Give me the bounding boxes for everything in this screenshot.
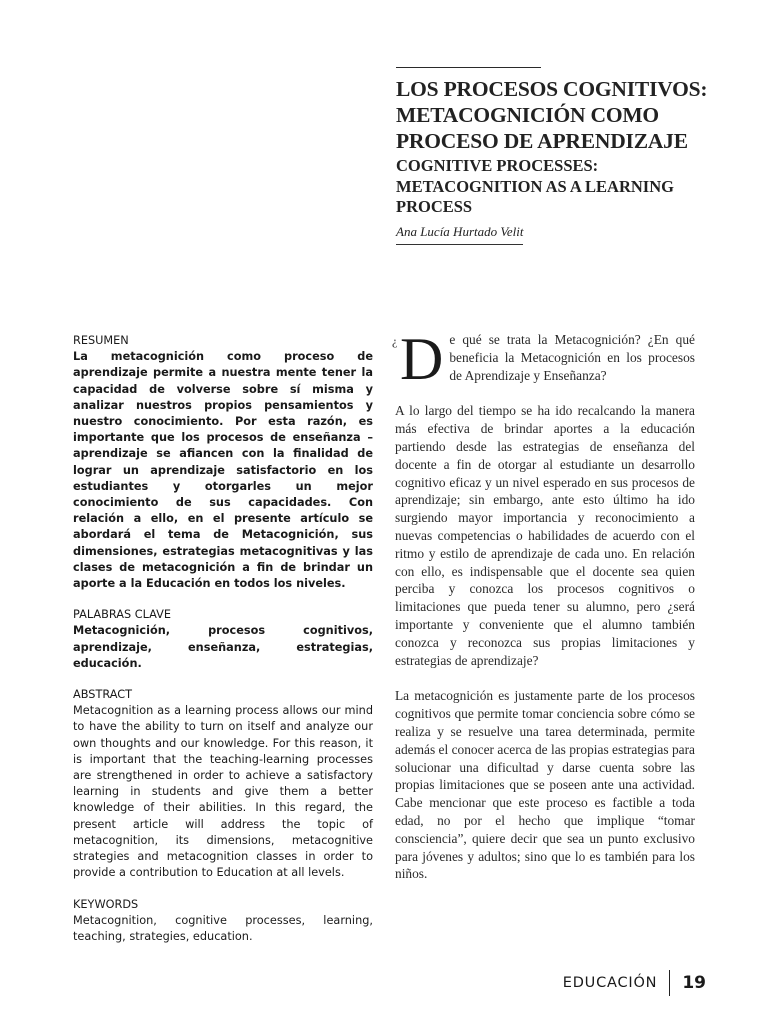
section-gap xyxy=(73,882,373,897)
paragraph-gap xyxy=(395,669,695,687)
article-title-english: COGNITIVE PROCESSES: METACOGNITION AS A LEARNING PROCESS xyxy=(396,156,674,216)
abstract-text: Metacognition as a learning process allows our mind to have the ability to turn on itself and analyze our own thoughts and our knowledge. For this reason, it is important that the teaching-learning processes are strengthened in order to achieve a satisfactory learning in students and give them a better knowledge of their abilities. In this regard, the present article will address the topic of metacognition, its dimensions, metacognitive strategies and metacognition classes in order to provide a contribution to Education at all levels. xyxy=(73,704,373,880)
palabras-clave-text: Metacognición, procesos cognitivos, aprendizaje, enseñanza, estrategias, educación. xyxy=(73,624,373,670)
section-gap xyxy=(73,672,373,687)
body-paragraph-1: A lo largo del tiempo se ha ido recalcando la manera más efectiva de brindar aportes a la educación partiendo desde las estrategias de enseñanza del docente a fin de otorgar al estudiante un desarrollo cognitivo eficaz y un nivel esperado en sus procesos de aprendizaje; sin embargo, ante esto último ha ido surgiendo mayor importancia y reconocimiento a nuevas competencias o habilidades de acuerdo con el ritmo y estilo de aprendizaje de cada uno. En relación con ello, es indispensable que el docente sea quien perciba y conozca los procesos cognitivos o limitaciones que pueda tener su alumno, pero ¿será importante y conveniente que el alumno también conozca y reconozca sus propias limitaciones y estrategias de aprendizaje? xyxy=(395,403,695,668)
resumen-text: La metacognición como proceso de aprendizaje permite a nuestra mente tener la capacidad de volverse sobre sí misma y analizar nuestros propios pensamientos y nuestro conocimiento. Por esta razón, es importante que los procesos de enseñanza – aprendizaje se afiancen con la finalidad de lograr un aprendizaje satisfactorio en los estudiantes y otorgarles un mejor conocimiento de sus capacidades. Con relación a ello, en el presente artículo se abordará el tema de Metacognición, sus dimensiones, estrategias metacognitivas y las clases de metacognición a fin de brindar un aporte a la Educación en todos los niveles. xyxy=(73,350,373,591)
author-line xyxy=(396,223,523,245)
intro-paragraph xyxy=(392,326,695,392)
page-number: 19 xyxy=(682,973,706,993)
intro-text: e qué se trata la Metacognición? ¿En qué beneficia la Metacognición en los procesos de Aprendizaje y Enseñanza? xyxy=(449,332,695,383)
opening-question-mark: ¿ xyxy=(392,334,398,348)
drop-cap-letter: D xyxy=(400,326,444,392)
footer-divider xyxy=(669,970,670,996)
body-column xyxy=(392,326,695,883)
keywords-heading: KEYWORDS xyxy=(73,897,139,911)
article-header xyxy=(396,76,726,245)
author-name: Ana Lucía Hurtado Velit xyxy=(396,223,524,239)
section-gap xyxy=(73,592,373,607)
abstract-heading: ABSTRACT xyxy=(73,688,133,702)
title-rule xyxy=(396,67,541,68)
palabras-clave-heading: PALABRAS CLAVE xyxy=(73,608,172,622)
body-paragraph-2: La metacognición es justamente parte de los procesos cognitivos que permite tomar conciencia sobre cómo se realiza y se resuelve una tarea determinada, permite además el conocer acerca de las propias estrategias para solucionar una dificultad y darse cuenta sobre las propias limitaciones que se poseen ante una actividad. Cabe mencionar que este proceso es factible a toda edad, no por el hecho que implique “tomar consciencia”, quiere decir que sea un punto exclusivo para jóvenes y adultos; sino que lo es también para los niños. xyxy=(395,688,695,882)
page-footer xyxy=(563,970,706,996)
abstract-column xyxy=(73,333,373,945)
footer-section-name: EDUCACIÓN xyxy=(562,975,658,991)
keywords-text: Metacognition, cognitive processes, learning, teaching, strategies, education. xyxy=(73,913,373,943)
resumen-heading: RESUMEN xyxy=(73,334,129,347)
article-title-spanish: LOS PROCESOS COGNITIVOS: METACOGNICIÓN COMO PROCESO DE APRENDIZAJE xyxy=(396,77,708,153)
